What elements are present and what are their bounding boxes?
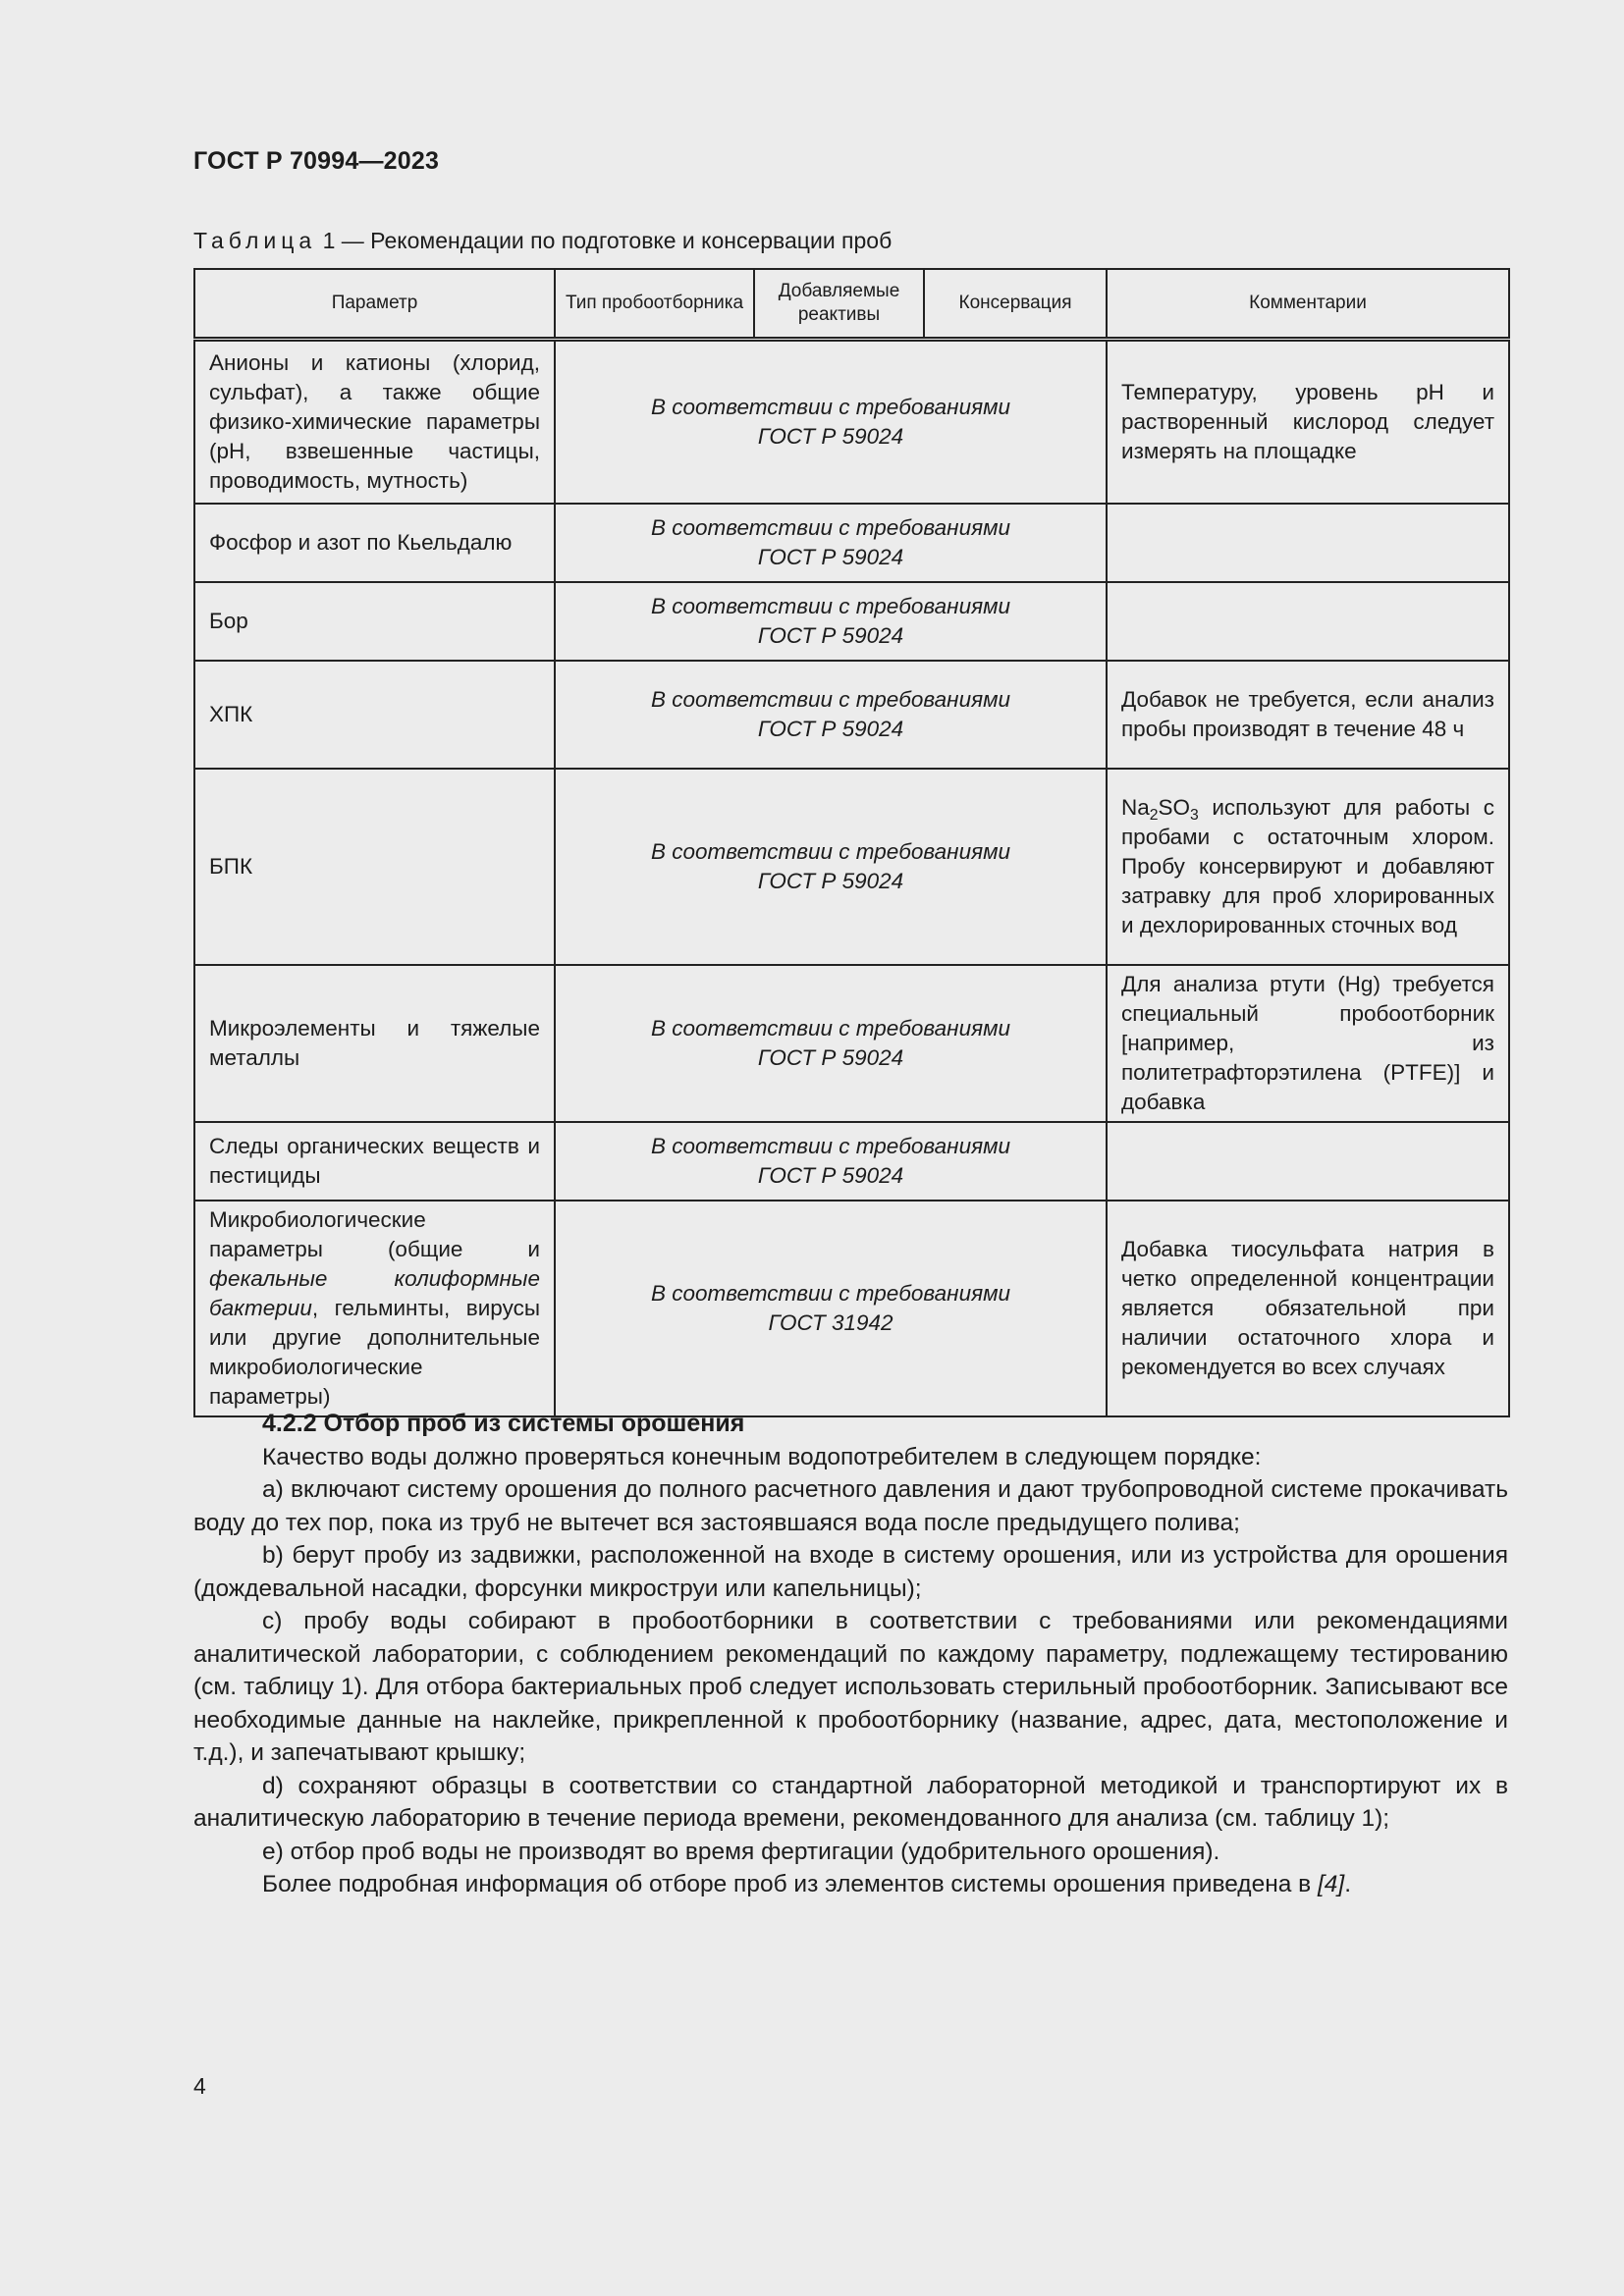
- requirement-line1: В соответствии с требованиями: [650, 593, 1011, 618]
- row-parameter: Бор: [194, 582, 555, 661]
- row-parameter: ХПК: [194, 661, 555, 769]
- table-row: [194, 504, 1509, 582]
- requirement-line2: ГОСТ 31942: [768, 1309, 893, 1335]
- table-header-row: [194, 269, 1509, 340]
- formula-sub-2: 2: [1149, 806, 1159, 824]
- param-text-2: , гельминты, вирусы или другие дополнительные микробиологические параметры): [209, 1295, 540, 1409]
- row-requirement: [555, 965, 1107, 1122]
- row-requirement: [555, 1201, 1107, 1416]
- row-parameter: Анионы и катионы (хлорид, сульфат), а также общие физико-химические параметры (pH, взвешенные частицы, проводимость, мутность): [194, 340, 555, 504]
- table-caption: [193, 228, 892, 254]
- list-item: b) берут пробу из задвижки, расположенной на входе в систему орошения, или из устройства для орошения (дождевальной насадки, форсунки микроструи или капельницы);: [193, 1542, 1508, 1602]
- requirement-line1: В соответствии с требованиями: [650, 1015, 1011, 1041]
- table-row: [194, 661, 1509, 769]
- list-item: d) сохраняют образцы в соответствии со стандартной лабораторной методикой и транспортируют их в аналитическую лабораторию в течение периода времени, рекомендованного для анализа (см. таблицу 1);: [193, 1772, 1508, 1832]
- table-caption-text: 1 — Рекомендации по подготовке и консервации проб: [316, 228, 893, 253]
- table-row: [194, 340, 1509, 504]
- requirement-line1: В соответствии с требованиями: [650, 838, 1011, 864]
- row-parameter: Фосфор и азот по Кьельдалю: [194, 504, 555, 582]
- table-row: [194, 1201, 1509, 1416]
- row-comment: Добавок не требуется, если анализ пробы производят в течение 48 ч: [1107, 661, 1509, 769]
- section-irrigation-sampling: [193, 1408, 1508, 1901]
- requirement-line1: В соответствии с требованиями: [650, 1133, 1011, 1158]
- list-item: a) включают систему орошения до полного расчетного давления и дают трубопроводной системе прокачивать воду до тех пор, пока из труб не вытечет вся застоявшаяся вода после предыдущего полива;: [193, 1476, 1508, 1536]
- table-row: [194, 582, 1509, 661]
- row-parameter: Микроэлементы и тяжелые металлы: [194, 965, 555, 1122]
- section-intro: Качество воды должно проверяться конечным водопотребителем в следующем порядке:: [262, 1443, 1262, 1470]
- requirement-line2: ГОСТ Р 59024: [757, 622, 904, 648]
- requirement-line2: ГОСТ Р 59024: [757, 423, 904, 449]
- header-comments: Комментарии: [1107, 269, 1509, 340]
- formula-sub-3: 3: [1190, 806, 1199, 824]
- closing-text: Более подробная информация об отборе проб из элементов системы орошения приведена в: [262, 1871, 1318, 1897]
- requirement-line2: ГОСТ Р 59024: [757, 716, 904, 741]
- closing-end: .: [1344, 1871, 1352, 1897]
- row-requirement: [555, 1122, 1107, 1201]
- table-caption-label: Таблица: [193, 228, 317, 253]
- table-row: [194, 769, 1509, 965]
- recommendations-table: [193, 268, 1510, 1417]
- formula-so: SO: [1158, 794, 1191, 820]
- row-comment: [1107, 582, 1509, 661]
- requirement-line1: В соответствии с требованиями: [650, 394, 1011, 419]
- param-italic: фекальные колиформные бактерии: [209, 1265, 540, 1320]
- row-requirement: [555, 340, 1107, 504]
- row-parameter: Следы органических веществ и пестициды: [194, 1122, 555, 1201]
- row-comment: [1107, 769, 1509, 965]
- formula-na: Na: [1121, 794, 1150, 820]
- requirement-line2: ГОСТ Р 59024: [757, 544, 904, 569]
- requirement-line2: ГОСТ Р 59024: [757, 1044, 904, 1070]
- list-item: c) пробу воды собирают в пробоотборники в соответствии с требованиями или рекомендациями аналитической лаборатории, с соблюдением рекомендаций по каждому параметру, подлежащему тестированию (см. таблицу 1). Для отбора бактериальных проб следует использовать стерильный пробоотборник. Записывают все необходимые данные на наклейке, прикрепленной к пробоотборнику (название, адрес, дата, местоположение и т.д.), и запечатывают крышку;: [193, 1608, 1508, 1766]
- row-requirement: [555, 661, 1107, 769]
- header-reagents: Добавляемые реактивы: [754, 269, 924, 340]
- closing-reference-link[interactable]: [4]: [1318, 1871, 1345, 1897]
- list-item: e) отбор проб воды не производят во время фертигации (удобрительного орошения).: [262, 1838, 1220, 1865]
- header-parameter: Параметр: [194, 269, 555, 340]
- section-heading: 4.2.2 Отбор проб из системы орошения: [262, 1410, 745, 1437]
- table-row: [194, 965, 1509, 1122]
- row-parameter: БПК: [194, 769, 555, 965]
- requirement-line1: В соответствии с требованиями: [650, 514, 1011, 540]
- requirement-line1: В соответствии с требованиями: [650, 686, 1011, 712]
- requirement-line2: ГОСТ Р 59024: [757, 1162, 904, 1188]
- document-code-header: ГОСТ Р 70994—2023: [193, 147, 440, 175]
- requirement-line2: ГОСТ Р 59024: [757, 868, 904, 893]
- row-comment: [1107, 504, 1509, 582]
- row-requirement: [555, 769, 1107, 965]
- param-text-1: Микробиологические параметры (общие и: [209, 1206, 540, 1261]
- requirement-line1: В соответствии с требованиями: [650, 1280, 1011, 1306]
- comment-text: используют для работы с пробами с остаточным хлором. Пробу консервируют и добавляют затравку для проб хлорированных и дехлорированных сточных вод: [1121, 794, 1494, 937]
- row-requirement: [555, 504, 1107, 582]
- section-closing: [193, 1868, 1508, 1901]
- table-row: [194, 1122, 1509, 1201]
- header-preservation: Консервация: [924, 269, 1107, 340]
- page-number: 4: [193, 2073, 206, 2099]
- row-requirement: [555, 582, 1107, 661]
- row-comment: Добавка тиосульфата натрия в четко определенной концентрации является обязательной при наличии остаточного хлора и рекомендуется во всех случаях: [1107, 1201, 1509, 1416]
- header-sampler-type: Тип пробоотборника: [555, 269, 754, 340]
- row-comment: [1107, 1122, 1509, 1201]
- row-comment: Для анализа ртути (Hg) требуется специальный пробоотборник [например, из политетрафторэтилена (PTFE)] и добавка: [1107, 965, 1509, 1122]
- row-parameter: [194, 1201, 555, 1416]
- row-comment: Температуру, уровень pH и растворенный кислород следует измерять на площадке: [1107, 340, 1509, 504]
